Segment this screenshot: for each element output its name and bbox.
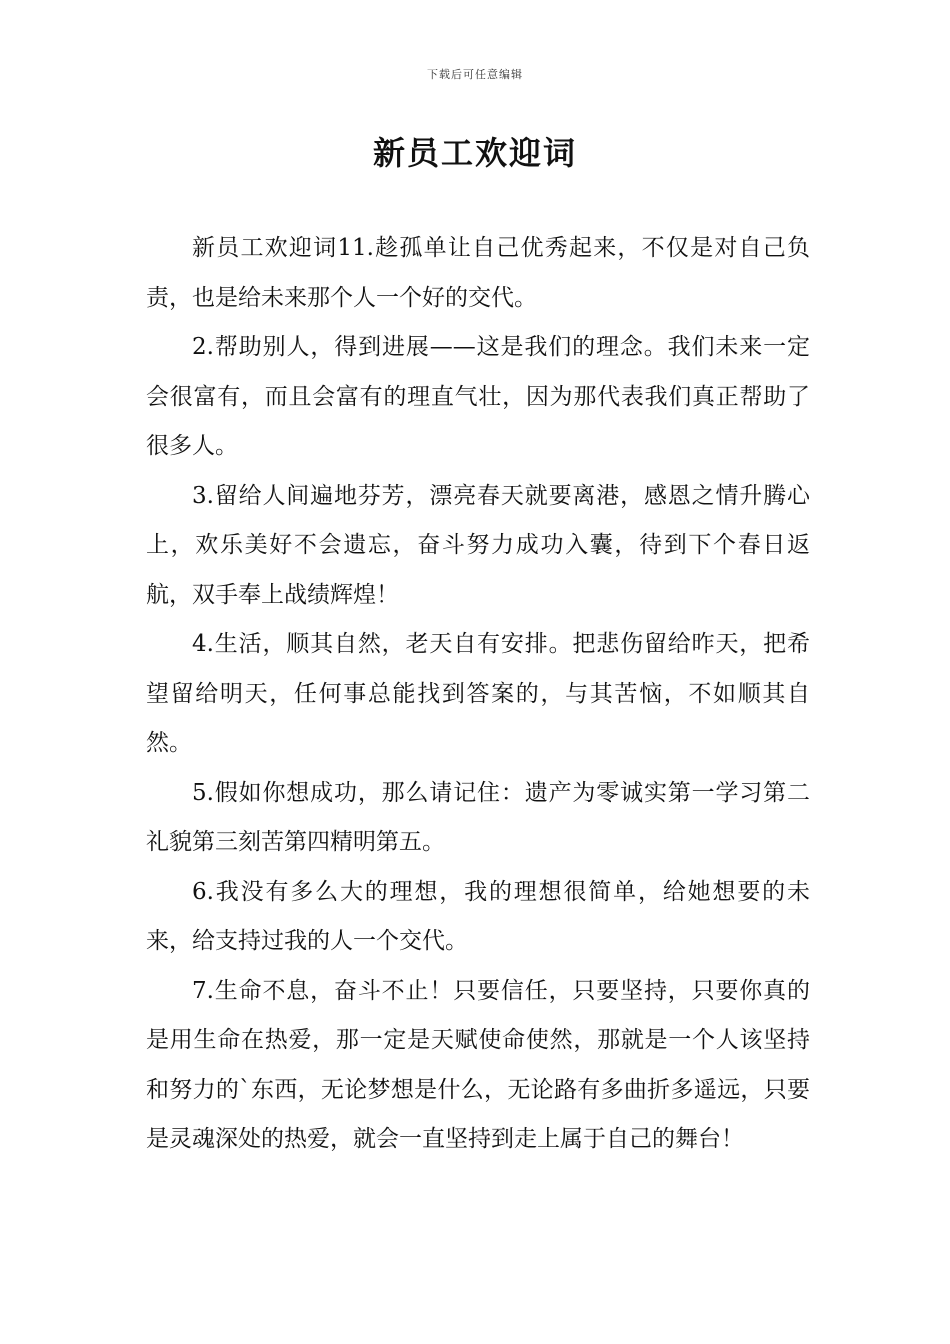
- paragraph-6: 6.我没有多么大的理想，我的理想很简单，给她想要的未来，给支持过我的人一个交代。: [146, 878, 810, 954]
- document-body: [146, 224, 810, 1165]
- paragraph-4: 4.生活，顺其自然，老天自有安排。把悲伤留给昨天，把希望留给明天，任何事总能找到答案的，与其苦恼，不如顺其自然。: [146, 631, 810, 756]
- header-note: 下载后可任意编辑: [427, 68, 523, 81]
- paragraph-1: 新员工欢迎词11.趁孤单让自己优秀起来，不仅是对自己负责，也是给未来那个人一个好的交代。: [146, 235, 810, 311]
- paragraph-3: 3.留给人间遍地芬芳，漂亮春天就要离港，感恩之情升腾心上，欢乐美好不会遗忘，奋斗努力成功入囊，待到下个春日返航，双手奉上战绩辉煌！: [146, 482, 810, 608]
- paragraph-5: 5.假如你想成功，那么请记住：遗产为零诚实第一学习第二礼貌第三刻苦第四精明第五。: [146, 779, 810, 855]
- paragraph-7: 7.生命不息，奋斗不止！只要信任，只要坚持，只要你真的是用生命在热爱，那一定是天赋使命使然，那就是一个人该坚持和努力的`东西，无论梦想是什么，无论路有多曲折多遥远，只要是灵魂深处的热爱，就会一直坚持到走上属于自己的舞台！: [146, 977, 810, 1152]
- document-title: 新员工欢迎词: [372, 134, 577, 172]
- paragraph-2: 2.帮助别人，得到进展——这是我们的理念。我们未来一定会很富有，而且会富有的理直气壮，因为那代表我们真正帮助了很多人。: [146, 334, 810, 459]
